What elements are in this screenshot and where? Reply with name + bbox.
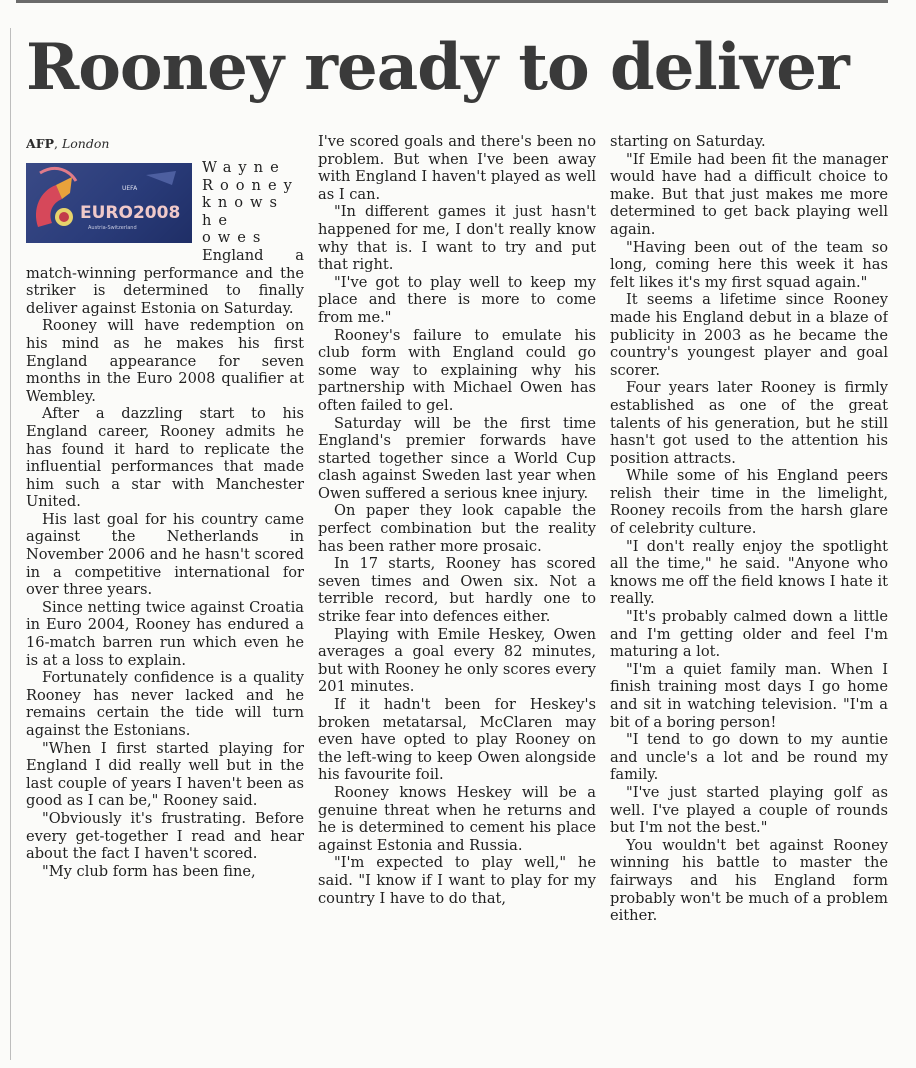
paragraph: Rooney's failure to emulate his club form with England could go some way to explaining why his partnership with Michael Owen has often failed to gel. (318, 326, 596, 414)
paragraph: Rooney knows Heskey will be a genuine threat when he returns and he is determined to cement his place against Estonia and Russia. (318, 783, 596, 854)
paragraph: "I'm a quiet family man. When I finish training most days I go home and sit in watching television. "I'm a bit of a boring person! (610, 660, 888, 731)
paragraph: "Obviously it's frustrating. Before every get-together I read and hear about the fact I haven't scored. (26, 809, 304, 863)
byline: AFP, London (26, 136, 110, 151)
paragraph: On paper they look capable the perfect combination but the reality has been rather more prosaic. (318, 502, 596, 555)
column-2 (318, 133, 596, 1061)
paragraph: "Having been out of the team so long, coming here this week it has felt likes it's my first squad again." (610, 238, 888, 291)
paragraph: "It's probably calmed down a little and I'm getting older and feel I'm maturing a lot. (610, 608, 888, 661)
logo-subtitle: Austria-Switzerland (88, 225, 137, 231)
paragraph-continuation: I've scored goals and there's been no problem. But when I've been away with England I haven't played as well as I can. (318, 133, 596, 203)
paragraph: "I don't really enjoy the spotlight all the time," he said. "Anyone who knows me off the field knows I hate it really. (610, 537, 888, 608)
lead-line-4: owes (202, 229, 268, 247)
paragraph: Rooney will have redemption on his mind as he makes his first England appearance for seven months in the Euro 2008 qualifier at Wembley. (26, 317, 304, 405)
paragraph: "I've got to play well to keep my place and there is more to come from me." (318, 273, 596, 326)
column-edge-rule (10, 28, 11, 1060)
headline: Rooney ready to deliver (26, 30, 849, 105)
paragraph: "I've just started playing golf as well. I've played a couple of rounds but I'm not the best." (610, 783, 888, 837)
byline-source: AFP (26, 136, 54, 151)
lead-line-1: Wayne (202, 159, 286, 176)
paragraph: Saturday will be the first time England's premier forwards have started together since a World Cup clash against Sweden last year when Owen suffered a serious knee injury. (318, 414, 596, 502)
paragraph: You wouldn't bet against Rooney winning his battle to master the fairways and his England form probably won't be much of a problem either. (610, 836, 888, 925)
paragraph: Fortunately confidence is a quality Rooney has never lacked and he remains certain the tide will turn against the Estonians. (26, 669, 304, 739)
euro-2008-logo (26, 163, 192, 243)
paragraph: Four years later Rooney is firmly established as one of the great talents of his generation, but he still hasn't got used to the attention his position attracts. (610, 379, 888, 467)
paragraph: It seems a lifetime since Rooney made his England debut in a blaze of publicity in 2003 as he became the country's youngest player and goal scorer. (610, 291, 888, 379)
lead-line-2: Rooney (202, 176, 299, 194)
paragraph: While some of his England peers relish their time in the limelight, Rooney recoils from the harsh glare of celebrity culture. (610, 467, 888, 538)
logo-uefa: UEFA (122, 185, 138, 192)
paragraph: His last goal for his country came against the Netherlands in November 2006 and he hasn't scored in a competitive international for over three years. (26, 510, 304, 599)
paragraph: "I'm expected to play well," he said. "I know if I want to play for my country I have to do that, (318, 854, 596, 907)
paragraph: England a match-winning performance and the striker is determined to finally deliver against Estonia on Saturday. (26, 246, 304, 317)
column-3 (610, 133, 888, 1061)
lead-line-3: knows he (202, 194, 285, 229)
paragraph: "When I first started playing for England I did really well but in the last couple of years I haven't been as good as I can be," Rooney said. (26, 739, 304, 810)
paragraph: "If Emile had been fit the manager would have had a difficult choice to make. But that just makes me more determined to get back playing well again. (610, 150, 888, 238)
paragraph: Playing with Emile Heskey, Owen averages a goal every 82 minutes, but with Rooney he only scores every 201 minutes. (318, 625, 596, 696)
paragraph-continuation: starting on Saturday. (610, 133, 766, 150)
paragraph: "My club form has been fine, (42, 862, 256, 880)
paragraph: Since netting twice against Croatia in Euro 2004, Rooney has endured a 16-match barren run which even he is at a loss to explain. (26, 598, 304, 669)
paragraph: If it hadn't been for Heskey's broken metatarsal, McClaren may even have opted to play Rooney on the left-wing to keep Owen alongside his favourite foil. (318, 696, 596, 784)
top-rule (16, 0, 888, 3)
logo-text: EURO2008 (80, 203, 181, 223)
paragraph: "In different games it just hasn't happened for me, I don't really know why that is. I want to try and put that right. (318, 203, 596, 274)
paragraph: "I tend to go down to my auntie and uncle's a lot and be round my family. (610, 731, 888, 784)
article-body (26, 133, 888, 1061)
paragraph: After a dazzling start to his England career, Rooney admits he has found it hard to replicate the influential performances that made him such a star with Manchester United. (26, 405, 304, 511)
paragraph: In 17 starts, Rooney has scored seven times and Owen six. Not a terrible record, but hardly one to strike fear into defences either. (318, 555, 596, 626)
byline-location: London (61, 136, 110, 151)
column-1 (26, 133, 304, 1061)
